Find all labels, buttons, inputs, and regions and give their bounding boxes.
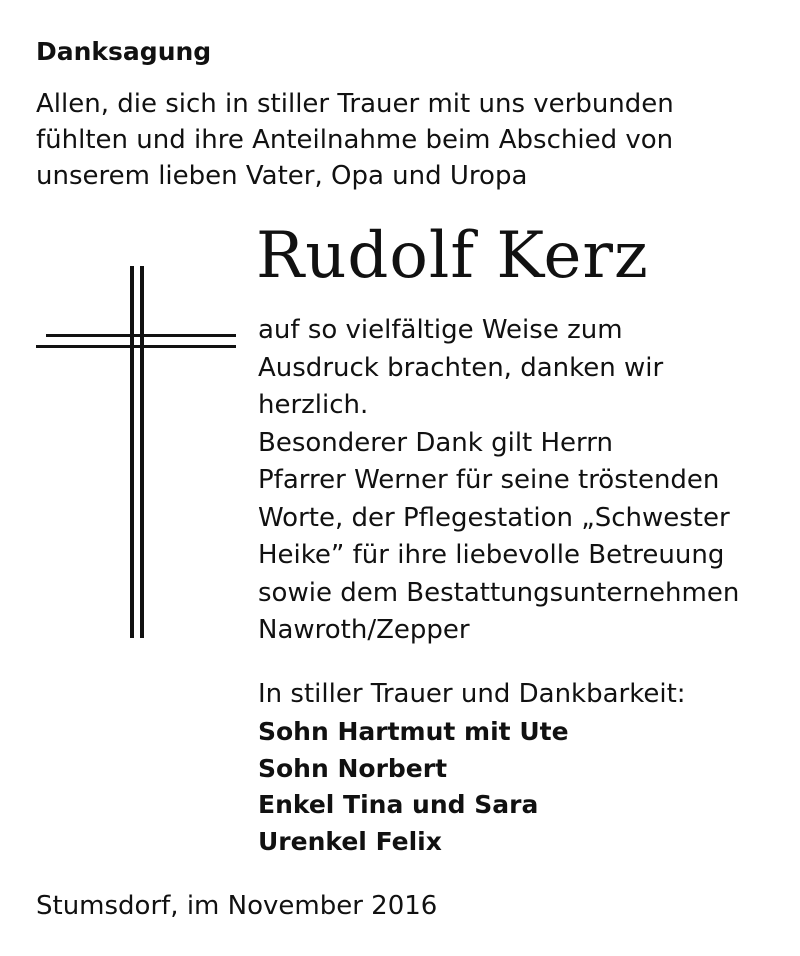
body-line: herzlich. — [258, 390, 369, 420]
deceased-name: Rudolf Kerz — [256, 219, 649, 293]
signature-list — [258, 714, 788, 860]
signature-line: Enkel Tina und Sara — [258, 790, 539, 819]
signature-line: Sohn Hartmut mit Ute — [258, 717, 569, 746]
body-line: Heike” für ihre liebevolle Betreuung — [258, 540, 725, 570]
notice-heading: Danksagung — [36, 37, 212, 66]
body-line: Nawroth/Zepper — [258, 615, 470, 645]
body-line: Worte, der Pflegestation „Schwester — [258, 502, 730, 533]
body-line: Ausdruck brachten, danken wir — [258, 352, 664, 383]
body-line: auf so vielfältige Weise zum — [258, 315, 623, 345]
thanks-paragraph — [258, 312, 788, 650]
intro-paragraph — [36, 86, 776, 194]
body-line: Besonderer Dank gilt Herrn — [258, 427, 613, 458]
intro-line: fühlten und ihre Anteilnahme beim Abschied von — [36, 125, 674, 155]
intro-line: Allen, die sich in stiller Trauer mit uns verbunden — [36, 89, 674, 119]
intro-line: unserem lieben Vater, Opa und Uropa — [36, 161, 528, 191]
body-line: Pfarrer Werner für seine tröstenden — [258, 465, 720, 495]
signature-line: Urenkel Felix — [258, 826, 442, 856]
body-line: sowie dem Bestattungsunternehmen — [258, 577, 740, 608]
signature-line: Sohn Norbert — [258, 753, 448, 783]
closing-line: In stiller Trauer und Dankbarkeit: — [258, 679, 686, 709]
cross-icon — [36, 266, 236, 638]
place-date: Stumsdorf, im November 2016 — [36, 891, 438, 921]
